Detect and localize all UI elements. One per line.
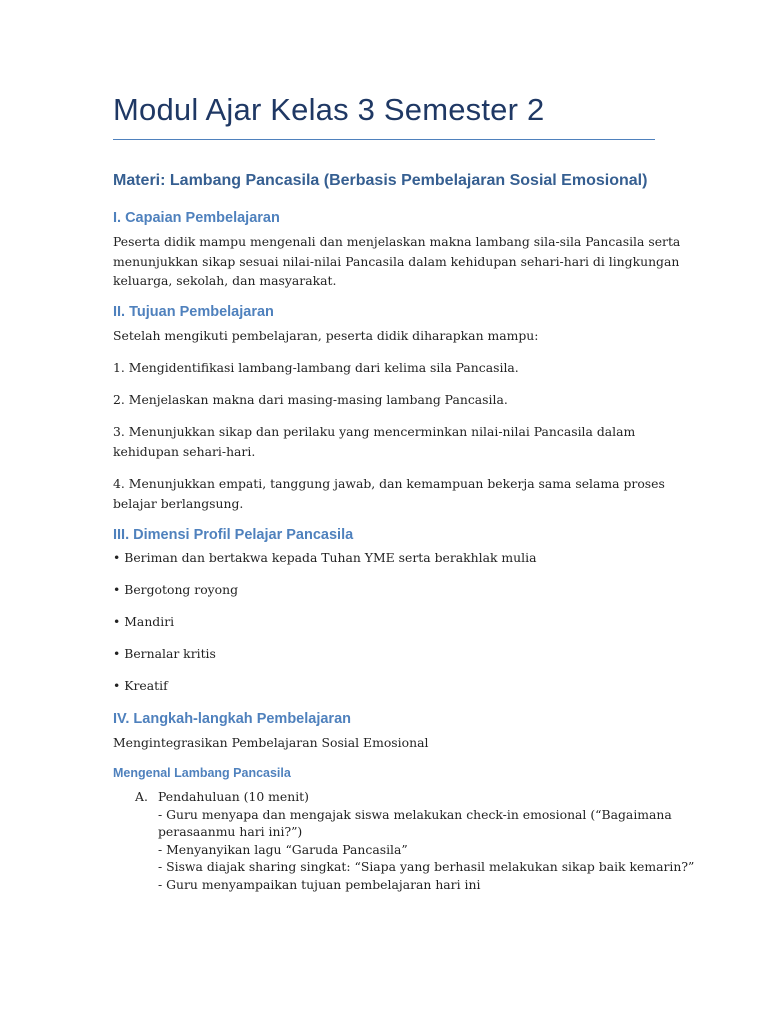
langkah-intro: Mengintegrasikan Pembelajaran Sosial Emosional: [113, 735, 429, 750]
tujuan-item-line: belajar berlangsung.: [113, 495, 244, 511]
tujuan-intro: Setelah mengikuti pembelajaran, peserta didik diharapkan mampu:: [113, 328, 539, 343]
list-item-line: - Guru menyampaikan tujuan pembelajaran hari ini: [158, 876, 481, 892]
dimensi-heading: III. Dimensi Profil Pelajar Pancasila: [113, 527, 354, 543]
dimensi-item: • Bernalar kritis: [113, 646, 216, 661]
capaian-line: keluarga, sekolah, dan masyarakat.: [113, 273, 337, 288]
capaian-line: Peserta didik mampu mengenali dan menjelaskan makna lambang sila-sila Pancasila serta: [113, 234, 681, 249]
capaian-paragraph: [113, 232, 681, 291]
tujuan-item: [113, 358, 658, 378]
tujuan-item-line: 1. Mengidentifikasi lambang-lambang dari kelima sila Pancasila.: [113, 360, 519, 375]
dimensi-item: • Beriman dan bertakwa kepada Tuhan YME serta berakhlak mulia: [113, 550, 537, 565]
capaian-heading: I. Capaian Pembelajaran: [113, 210, 280, 226]
tujuan-item: [113, 390, 658, 410]
langkah-subheading: Mengenal Lambang Pancasila: [113, 766, 291, 780]
list-item-title: Pendahuluan (10 menit): [158, 789, 309, 804]
list-item-line: perasaanmu hari ini?”): [158, 824, 303, 839]
tujuan-item-line: 4. Menunjukkan empati, tanggung jawab, dan kemampuan bekerja sama selama proses: [113, 476, 665, 491]
list-marker: A.: [135, 789, 148, 804]
list-item-line: - Guru menyapa dan mengajak siswa melakukan check-in emosional (“Bagaimana: [158, 806, 672, 822]
list-item-line: - Siswa diajak sharing singkat: “Siapa yang berhasil melakukan sikap baik kemarin?”: [158, 859, 695, 874]
list-item-line: - Menyanyikan lagu “Garuda Pancasila”: [158, 841, 408, 857]
dimensi-item: • Mandiri: [113, 614, 175, 629]
tujuan-heading: II. Tujuan Pembelajaran: [113, 304, 274, 320]
tujuan-item: [113, 474, 665, 513]
tujuan-item-line: 2. Menjelaskan makna dari masing-masing lambang Pancasila.: [113, 392, 508, 407]
dimensi-item: • Kreatif: [113, 678, 168, 693]
tujuan-item-line: 3. Menunjukkan sikap dan perilaku yang mencerminkan nilai-nilai Pancasila dalam: [113, 424, 636, 439]
list-item-body: [158, 788, 695, 893]
langkah-heading: IV. Langkah-langkah Pembelajaran: [113, 711, 351, 727]
dimensi-item: • Bergotong royong: [113, 582, 239, 597]
capaian-line: menunjukkan sikap sesuai nilai-nilai Pancasila dalam kehidupan sehari-hari di lingkungan: [113, 253, 680, 269]
tujuan-item-line: kehidupan sehari-hari.: [113, 443, 256, 459]
materi-heading: Materi: Lambang Pancasila (Berbasis Pembelajaran Sosial Emosional): [113, 172, 648, 189]
tujuan-item: [113, 422, 658, 461]
document-title: Modul Ajar Kelas 3 Semester 2: [113, 92, 545, 127]
title-underline: [113, 139, 655, 140]
